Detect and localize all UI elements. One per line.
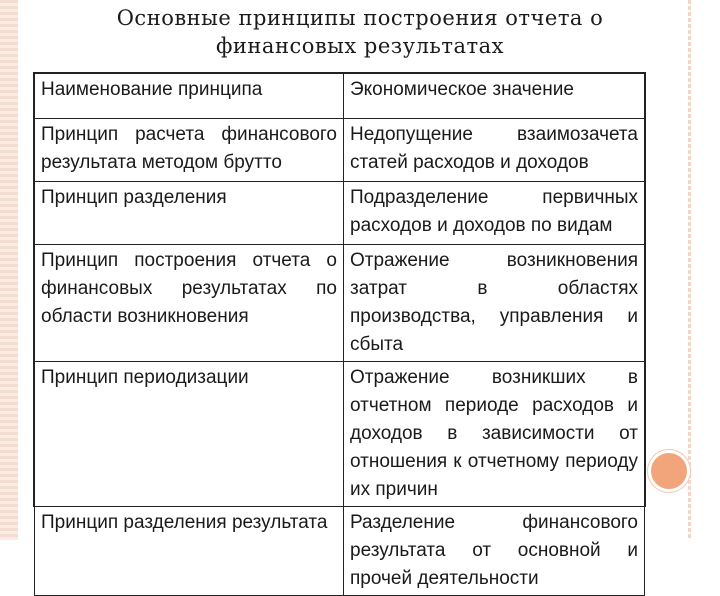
meaning-cell: Подразделение первичных расходов и доходов по видам <box>344 182 645 245</box>
table-row <box>35 507 645 596</box>
principle-cell: Принцип периодизации <box>35 362 344 507</box>
decorative-circle <box>648 450 690 492</box>
meaning-cell: Отражение возникновения затрат в областях производства, управления и сбыта <box>344 245 645 362</box>
table-row <box>35 182 645 245</box>
principle-cell: Принцип расчета финансового результата методом брутто <box>35 119 344 182</box>
meaning-cell: Недопущение взаимозачета статей расходов и доходов <box>344 119 645 182</box>
left-decorative-stripe <box>0 0 18 540</box>
principles-table <box>33 72 646 589</box>
table-row <box>35 119 645 182</box>
header-cell-meaning: Экономическое значение <box>344 74 645 119</box>
principle-cell: Принцип разделения <box>35 182 344 245</box>
header-cell-principle: Наименование принципа <box>35 74 344 119</box>
table-row <box>35 362 645 507</box>
meaning-cell: Разделение финансового результата от основной и прочей деятельности <box>344 507 645 596</box>
slide-title <box>30 4 690 60</box>
right-decorative-rule <box>688 0 691 540</box>
principle-cell: Принцип построения отчета о финансовых результатах по области возникновения <box>35 245 344 362</box>
title-line-2: финансовых результатах <box>216 34 504 58</box>
meaning-cell: Отражение возникших в отчетном периоде расходов и доходов в зависимости от отношения к отчетному периоду их причин <box>344 362 645 507</box>
table-row <box>35 245 645 362</box>
principle-cell: Принцип разделения результата <box>35 507 344 596</box>
table-header-row <box>35 74 645 119</box>
title-line-1: Основные принципы построения отчета о <box>116 6 604 30</box>
